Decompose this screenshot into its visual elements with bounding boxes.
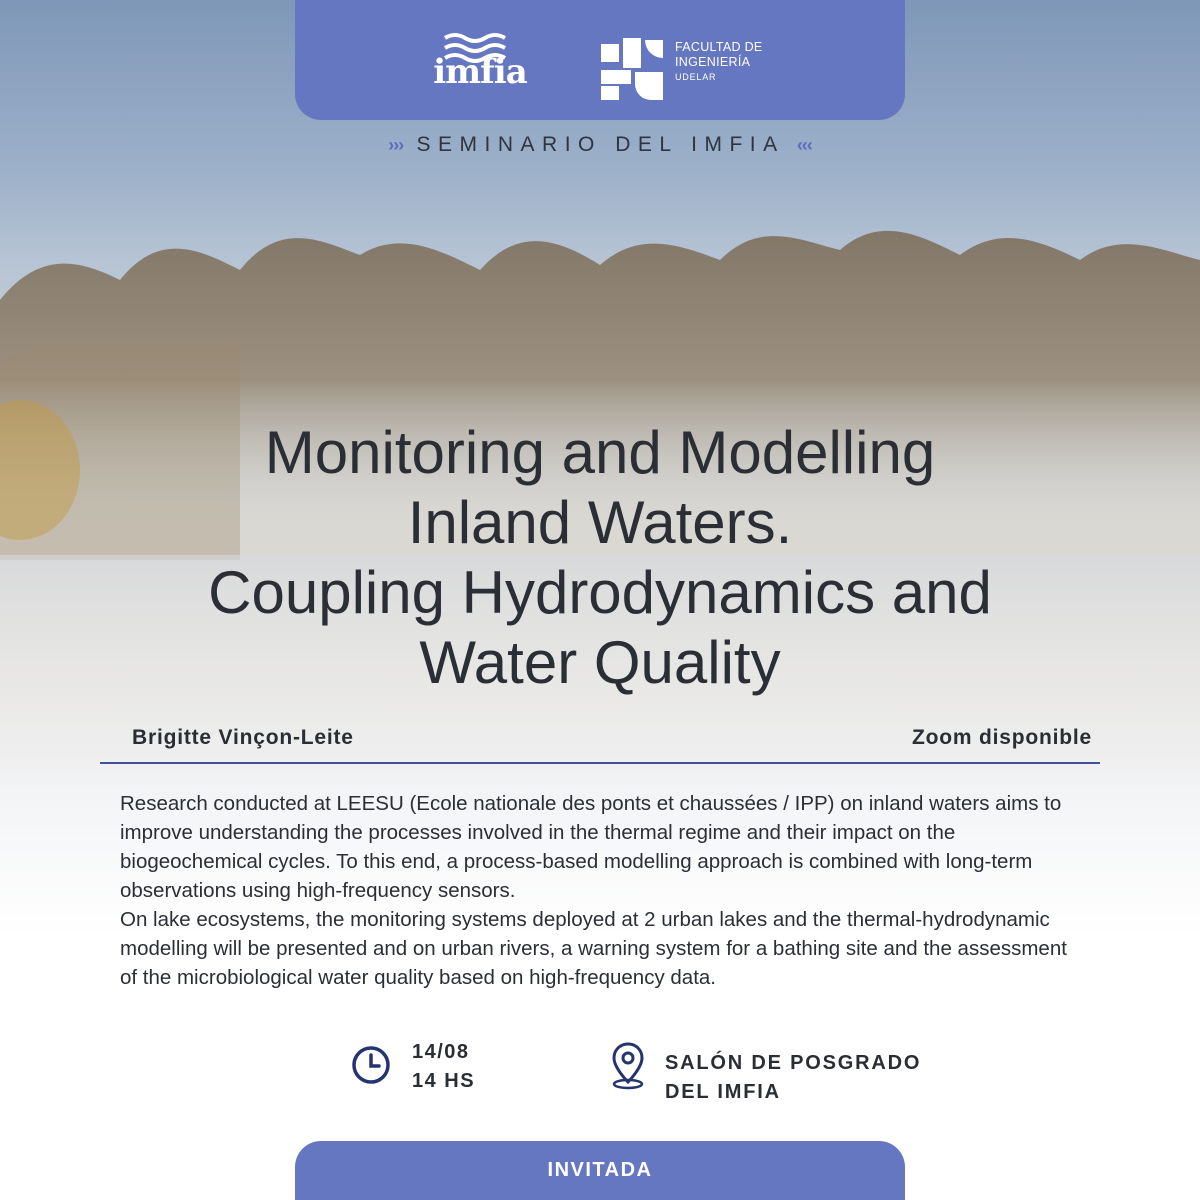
talk-title xyxy=(100,418,1100,698)
location-line: SALÓN DE POSGRADO xyxy=(665,1052,922,1074)
clock-icon xyxy=(350,1044,392,1086)
event-time: 14 HS xyxy=(412,1070,476,1092)
fing-logo-text: FACULTAD DE INGENIERÍA UDELAR xyxy=(675,40,763,82)
seminar-title: SEMINARIO DEL IMFIA xyxy=(416,133,784,156)
speaker-name: Brigitte Vinçon-Leite xyxy=(132,726,354,749)
chevron-right-icon: ››› xyxy=(388,135,404,155)
location-pin-icon xyxy=(606,1040,650,1090)
abstract-paragraph: On lake ecosystems, the monitoring systems deployed at 2 urban lakes and the thermal-hydrodynamic modelling will be presented and on urban rivers, a warning system for a bathing site and the assessment of the microbiological water quality based on high-frequency data. xyxy=(120,908,1067,989)
imfia-logo-text: imfia xyxy=(433,52,527,92)
seminar-label xyxy=(0,133,1200,157)
event-location xyxy=(665,1049,921,1107)
location-line: DEL IMFIA xyxy=(665,1081,781,1103)
abstract-paragraph: Research conducted at LEESU (Ecole nationale des ponts et chaussées / IPP) on inland waters aims to improve understanding the processes involved in the thermal regime and their impact on the biogeochemical cycles. To this end, a process-based modelling approach is combined with long-term observations using high-frequency sensors. xyxy=(120,792,1062,902)
zoom-availability: Zoom disponible xyxy=(912,726,1092,749)
guest-badge xyxy=(295,1141,905,1200)
fing-logo-icon xyxy=(601,38,663,100)
guest-badge-label: INVITADA xyxy=(547,1159,653,1181)
talk-title-line: Coupling Hydrodynamics and xyxy=(208,559,992,626)
chevron-left-icon: ‹‹‹ xyxy=(796,135,812,155)
header-logo-card xyxy=(295,0,905,120)
event-datetime xyxy=(412,1038,475,1096)
event-date: 14/08 xyxy=(412,1041,470,1063)
talk-title-line: Inland Waters. xyxy=(407,489,793,556)
talk-title-line: Monitoring and Modelling xyxy=(264,419,936,486)
talk-title-line: Water Quality xyxy=(419,629,781,696)
abstract xyxy=(120,789,1080,992)
divider xyxy=(100,762,1100,764)
